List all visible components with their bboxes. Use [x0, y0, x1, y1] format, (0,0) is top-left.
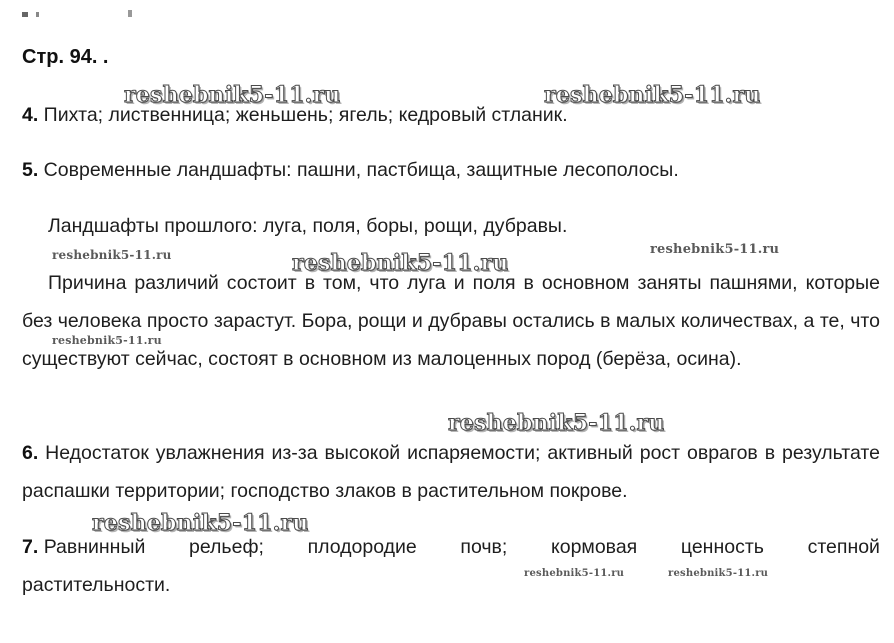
cropped-text-fragment	[22, 4, 134, 18]
answer-6	[22, 434, 880, 510]
page-heading: Стр. 94. .	[22, 46, 109, 68]
answer-word: кормовая	[550, 536, 638, 558]
answer-word: плодородие	[307, 536, 417, 558]
answer-7-line-2: растительности.	[22, 574, 171, 596]
watermark: reshebnik5-11.ru	[448, 410, 665, 436]
answer-word: рельеф;	[189, 536, 264, 558]
answer-5-reason: Причина различий состоит в том, что луга и поля в основном заняты пашнями, которые без человека просто зарастут. Бора, рощи и дубравы остались в малых количествах, а те, что существуют сейчас, состоят в основном из малоценных пород (берёза, осина).	[22, 272, 880, 370]
answer-7	[22, 528, 880, 604]
watermark: reshebnik5-11.ru	[52, 334, 162, 347]
answer-word: степной	[807, 536, 880, 558]
answer-number: 7.	[22, 536, 39, 558]
answer-5-past-landscapes: Ландшафты прошлого: луга, поля, боры, рощи, дубравы.	[48, 215, 568, 237]
answer-text: Пихта; лиственница; женьшень; ягель; кедровый стланик.	[38, 104, 568, 126]
answer-number: 6.	[22, 442, 39, 464]
watermark: reshebnik5-11.ru	[92, 510, 309, 536]
answer-text: Недостаток увлажнения из-за высокой испаряемости; активный рост оврагов в результате распашки территории; господство злаков в растительном покрове.	[22, 442, 880, 502]
answer-word: Равнинный	[43, 536, 146, 558]
watermark: reshebnik5-11.ru	[124, 82, 341, 108]
answer-number: 4.	[22, 104, 39, 126]
answer-word: ценность	[680, 536, 764, 558]
watermark: reshebnik5-11.ru	[52, 248, 172, 262]
watermark: reshebnik5-11.ru	[292, 250, 509, 276]
answer-word: почв;	[460, 536, 508, 558]
answer-text: Современные ландшафты: пашни, пастбища, защитные лесополосы.	[38, 159, 679, 181]
watermark: reshebnik5-11.ru	[650, 242, 780, 257]
watermark: reshebnik5-11.ru	[544, 82, 761, 108]
answer-4	[22, 96, 880, 134]
answer-7-line-1	[22, 528, 880, 566]
answer-5	[22, 151, 880, 189]
watermark: reshebnik5-11.ru	[524, 568, 625, 579]
watermark: reshebnik5-11.ru	[668, 568, 769, 579]
answer-number: 5.	[22, 159, 39, 181]
